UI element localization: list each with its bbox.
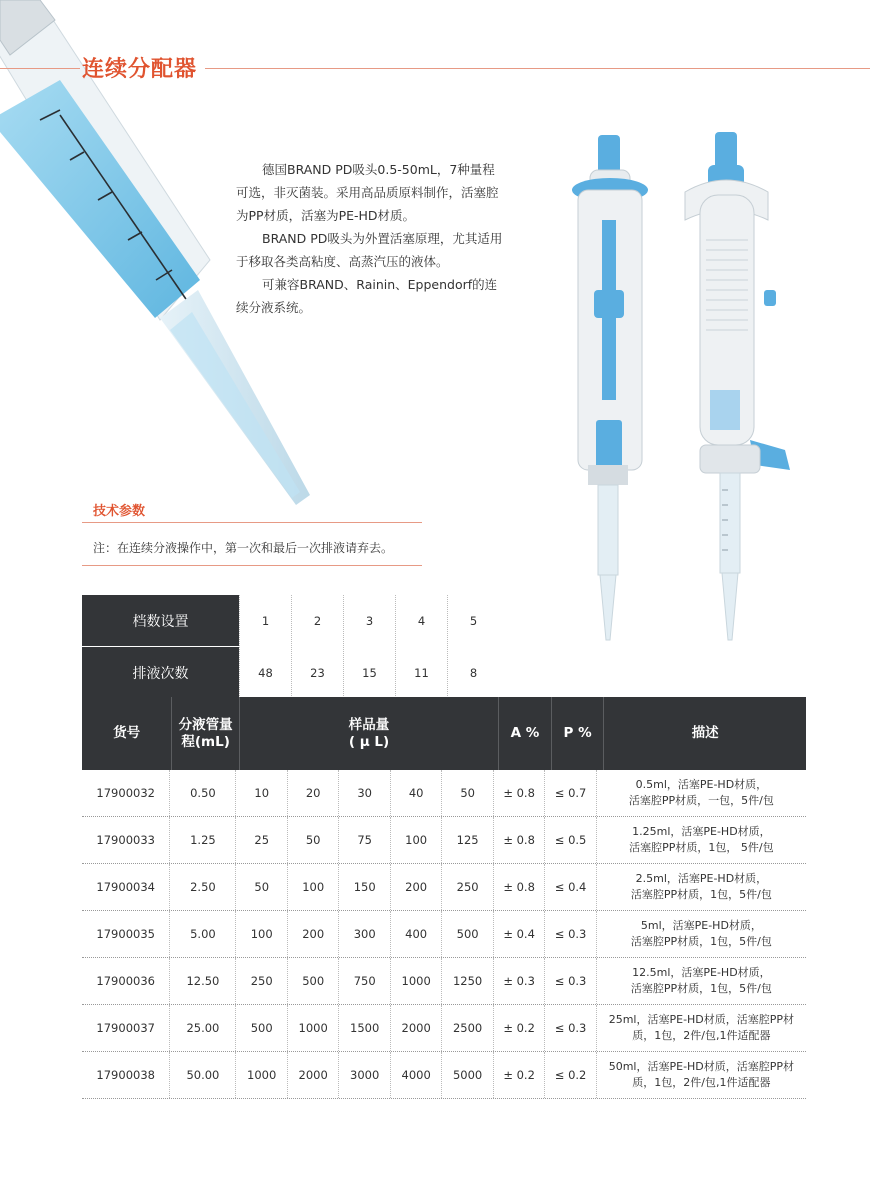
cell-a: ± 0.8 bbox=[494, 817, 545, 863]
table-row bbox=[82, 864, 806, 911]
table-row bbox=[82, 770, 806, 817]
table-body bbox=[82, 770, 806, 1099]
section-rule bbox=[82, 522, 422, 523]
cell-a: ± 0.4 bbox=[494, 911, 545, 957]
cell-desc bbox=[597, 911, 806, 957]
header-range-line2: 程(mL) bbox=[181, 733, 230, 750]
table-row bbox=[82, 1005, 806, 1052]
cell-sample: 2000 bbox=[391, 1005, 442, 1051]
cell-range: 50.00 bbox=[170, 1052, 236, 1098]
intro-paragraph-3: 可兼容BRAND、Rainin、Eppendorf的连续分液系统。 bbox=[236, 277, 498, 315]
cell-range: 12.50 bbox=[170, 958, 236, 1004]
table-row bbox=[82, 817, 806, 864]
cell-desc bbox=[597, 817, 806, 863]
table-row bbox=[82, 1052, 806, 1099]
cell-sample: 1250 bbox=[442, 958, 493, 1004]
cell-sample: 100 bbox=[391, 817, 442, 863]
grid-label-count: 排液次数 bbox=[82, 647, 239, 698]
cell-p: ≤ 0.2 bbox=[545, 1052, 596, 1098]
cell-sample: 2500 bbox=[442, 1005, 493, 1051]
cell-p: ≤ 0.4 bbox=[545, 864, 596, 910]
dispenser-left bbox=[572, 135, 648, 640]
table-row bbox=[82, 958, 806, 1005]
dispenser-illustration bbox=[560, 120, 820, 660]
cell-item-no: 17900038 bbox=[82, 1052, 170, 1098]
cell-range: 25.00 bbox=[170, 1005, 236, 1051]
cell-sample: 10 bbox=[236, 770, 287, 816]
cell-p: ≤ 0.3 bbox=[545, 911, 596, 957]
title-rule bbox=[205, 68, 870, 69]
cell-desc-line: 质，1包，2件/包,1件适配器 bbox=[632, 1076, 771, 1089]
cell-a: ± 0.2 bbox=[494, 1005, 545, 1051]
grid-row-setting bbox=[82, 595, 499, 646]
cell-desc-line: 活塞腔PP材质，1包，5件/包 bbox=[630, 888, 772, 901]
cell-desc bbox=[597, 1005, 806, 1051]
header-range bbox=[172, 697, 240, 770]
page-title: 连续分配器 bbox=[82, 57, 198, 82]
grid-cell: 48 bbox=[239, 647, 291, 698]
grid-cell: 11 bbox=[395, 647, 447, 698]
grid-label-setting: 档数设置 bbox=[82, 595, 239, 646]
cell-desc-line: 质，1包，2件/包,1件适配器 bbox=[632, 1029, 771, 1042]
cell-sample: 5000 bbox=[442, 1052, 493, 1098]
cell-p: ≤ 0.3 bbox=[545, 1005, 596, 1051]
cell-sample: 25 bbox=[236, 817, 287, 863]
cell-range: 5.00 bbox=[170, 911, 236, 957]
cell-sample: 50 bbox=[236, 864, 287, 910]
note-rule bbox=[82, 565, 422, 566]
cell-desc bbox=[597, 770, 806, 816]
cell-sample: 250 bbox=[442, 864, 493, 910]
cell-sample: 1500 bbox=[339, 1005, 390, 1051]
grid-cell: 23 bbox=[291, 647, 343, 698]
cell-range: 1.25 bbox=[170, 817, 236, 863]
cell-sample: 200 bbox=[391, 864, 442, 910]
grid-cell: 5 bbox=[447, 595, 499, 646]
usage-note: 注：在连续分液操作中，第一次和最后一次排液请弃去。 bbox=[93, 541, 394, 555]
header-sample-line1: 样品量 bbox=[348, 716, 390, 733]
cell-sample: 750 bbox=[339, 958, 390, 1004]
cell-desc-line: 2.5ml，活塞PE-HD材质， bbox=[635, 872, 768, 885]
header-sample-line2: ( μ L) bbox=[348, 733, 390, 750]
cell-p: ≤ 0.5 bbox=[545, 817, 596, 863]
grid-cell: 1 bbox=[239, 595, 291, 646]
cell-range: 0.50 bbox=[170, 770, 236, 816]
cell-sample: 50 bbox=[442, 770, 493, 816]
grid-cell: 8 bbox=[447, 647, 499, 698]
cell-sample: 200 bbox=[288, 911, 339, 957]
cell-desc-line: 活塞腔PP材质，1包， 5件/包 bbox=[629, 841, 774, 854]
cell-sample: 3000 bbox=[339, 1052, 390, 1098]
header-a: A % bbox=[499, 697, 552, 770]
intro-paragraph-1: 德国BRAND PD吸头0.5-50mL，7种量程可选，非灭菌装。采用高品质原料制作，活塞腔为PP材质，活塞为PE-HD材质。 bbox=[236, 162, 499, 223]
cell-sample: 30 bbox=[339, 770, 390, 816]
table-header bbox=[82, 697, 806, 770]
grid-cell: 3 bbox=[343, 595, 395, 646]
header-desc: 描述 bbox=[691, 725, 719, 741]
cell-desc-line: 活塞腔PP材质，1包，5件/包 bbox=[630, 982, 772, 995]
cell-desc-line: 活塞腔PP材质，1包，5件/包 bbox=[630, 935, 772, 948]
cell-sample: 250 bbox=[236, 958, 287, 1004]
section-title: 技术参数 bbox=[93, 504, 146, 519]
cell-desc bbox=[597, 958, 806, 1004]
cell-desc-line: 12.5ml，活塞PE-HD材质， bbox=[632, 966, 771, 979]
cell-desc-line: 活塞腔PP材质，一包，5件/包 bbox=[628, 794, 774, 807]
parameter-grid bbox=[82, 595, 499, 698]
cell-sample: 500 bbox=[442, 911, 493, 957]
cell-a: ± 0.8 bbox=[494, 770, 545, 816]
cell-a: ± 0.2 bbox=[494, 1052, 545, 1098]
cell-sample: 500 bbox=[236, 1005, 287, 1051]
cell-desc-line: 25ml，活塞PE-HD材质，活塞腔PP材 bbox=[608, 1013, 795, 1026]
cell-item-no: 17900037 bbox=[82, 1005, 170, 1051]
cell-desc-line: 1.25ml，活塞PE-HD材质， bbox=[632, 825, 771, 838]
cell-desc-line: 5ml，活塞PE-HD材质， bbox=[640, 919, 762, 932]
cell-sample: 1000 bbox=[288, 1005, 339, 1051]
cell-sample: 500 bbox=[288, 958, 339, 1004]
title-rule-left bbox=[0, 68, 80, 69]
cell-sample: 1000 bbox=[236, 1052, 287, 1098]
cell-item-no: 17900032 bbox=[82, 770, 170, 816]
cell-sample: 40 bbox=[391, 770, 442, 816]
cell-p: ≤ 0.3 bbox=[545, 958, 596, 1004]
grid-cell: 2 bbox=[291, 595, 343, 646]
header-sample bbox=[240, 697, 499, 770]
grid-cell: 15 bbox=[343, 647, 395, 698]
cell-desc bbox=[597, 864, 806, 910]
cell-range: 2.50 bbox=[170, 864, 236, 910]
grid-cell: 4 bbox=[395, 595, 447, 646]
cell-sample: 150 bbox=[339, 864, 390, 910]
cell-sample: 400 bbox=[391, 911, 442, 957]
cell-sample: 100 bbox=[236, 911, 287, 957]
cell-item-no: 17900033 bbox=[82, 817, 170, 863]
cell-a: ± 0.8 bbox=[494, 864, 545, 910]
cell-desc-line: 0.5ml，活塞PE-HD材质， bbox=[635, 778, 768, 791]
cell-item-no: 17900034 bbox=[82, 864, 170, 910]
cell-sample: 4000 bbox=[391, 1052, 442, 1098]
cell-a: ± 0.3 bbox=[494, 958, 545, 1004]
intro-paragraph-2: BRAND PD吸头为外置活塞原理，尤其适用于移取各类高粘度、高蒸汽压的液体。 bbox=[236, 231, 503, 269]
cell-item-no: 17900036 bbox=[82, 958, 170, 1004]
dispenser-right bbox=[685, 132, 790, 640]
cell-sample: 100 bbox=[288, 864, 339, 910]
spec-table bbox=[82, 697, 806, 1099]
header-p: P % bbox=[552, 697, 605, 770]
grid-row-count bbox=[82, 647, 499, 698]
cell-p: ≤ 0.7 bbox=[545, 770, 596, 816]
cell-sample: 1000 bbox=[391, 958, 442, 1004]
cell-sample: 125 bbox=[442, 817, 493, 863]
cell-item-no: 17900035 bbox=[82, 911, 170, 957]
cell-sample: 50 bbox=[288, 817, 339, 863]
intro-text bbox=[236, 158, 504, 319]
cell-sample: 300 bbox=[339, 911, 390, 957]
cell-desc bbox=[597, 1052, 806, 1098]
cell-sample: 75 bbox=[339, 817, 390, 863]
cell-sample: 2000 bbox=[288, 1052, 339, 1098]
header-range-line1: 分液管量 bbox=[178, 716, 233, 733]
table-row bbox=[82, 911, 806, 958]
header-item-no: 货号 bbox=[82, 697, 172, 770]
cell-desc-line: 50ml，活塞PE-HD材质，活塞腔PP材 bbox=[608, 1060, 795, 1073]
cell-sample: 20 bbox=[288, 770, 339, 816]
